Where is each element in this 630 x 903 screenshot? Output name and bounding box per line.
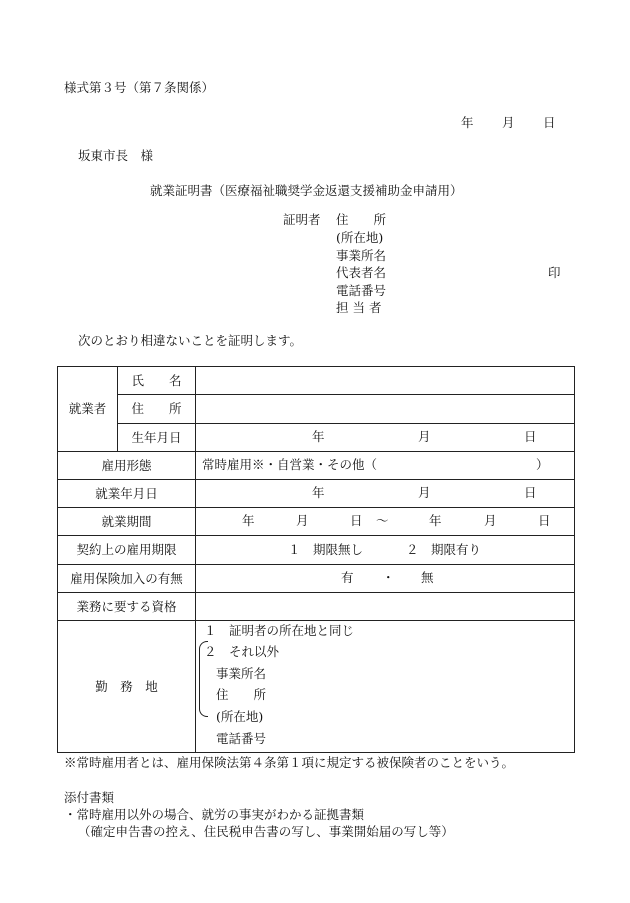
period-label: 就業期間 (58, 508, 196, 536)
start-year: 年 (312, 485, 325, 500)
attachments-examples: （確定申告書の控え、住民税申告書の写し、事業開始届の写し等） (78, 824, 454, 839)
insurance-no: 無 (421, 570, 434, 585)
document-title: 就業証明書（医療福祉職奨学金返還支援補助金申請用） (150, 183, 463, 198)
attachments-heading: 添付書類 (64, 790, 115, 805)
attachments-item: ・常時雇用以外の場合、就労の事実がわかる証拠書類 (64, 807, 365, 822)
footnote: ※常時雇用者とは、雇用保険法第４条第１項に規定する被保険者のことをいう。 (64, 755, 515, 770)
certifier-contact-person: 担 当 者 (336, 300, 382, 315)
certifier-address: 住 所 (336, 212, 387, 227)
workplace-other-option: ２ それ以外 (204, 644, 280, 659)
certifier-label: 証明者 (283, 212, 321, 227)
date-day: 日 (543, 115, 556, 130)
period-from-year: 年 (242, 513, 255, 528)
contract-option-no-limit: １ 期限無し (288, 541, 364, 557)
birth-day: 日 (524, 429, 537, 444)
insurance-yes: 有 (341, 570, 354, 585)
workplace-value[interactable] (196, 621, 575, 753)
period-to-month: 月 (484, 513, 497, 528)
insurance-label: 雇用保険加入の有無 (58, 565, 196, 593)
certifier-phone: 電話番号 (336, 283, 387, 298)
certifier-seal: 印 (548, 265, 561, 280)
start-month: 月 (418, 485, 431, 500)
form-number: 様式第３号（第７条関係） (64, 80, 215, 95)
workplace-phone: 電話番号 (216, 731, 267, 746)
certifier-location: (所在地) (336, 230, 384, 245)
employment-type-close: ） (536, 457, 549, 472)
workplace-business-name: 事業所名 (216, 666, 267, 681)
intro-statement: 次のとおり相違ないことを証明します。 (78, 333, 303, 348)
contract-value[interactable] (196, 536, 575, 565)
qualification-value[interactable] (196, 593, 575, 621)
date-year: 年 (461, 115, 474, 130)
certifier-business-name: 事業所名 (336, 248, 387, 263)
birth-date-label: 生年月日 (118, 424, 196, 452)
period-from-day: 日 (350, 513, 363, 528)
period-value[interactable] (196, 508, 575, 536)
employment-type-options: 常時雇用※・自営業・その他（ (202, 457, 378, 472)
birth-date-value[interactable] (196, 424, 575, 452)
period-to-year: 年 (429, 513, 442, 528)
date-month: 月 (502, 115, 515, 130)
worker-name-label: 氏 名 (118, 367, 196, 395)
workplace-address: 住 所 (216, 687, 267, 702)
insurance-dot: ・ (382, 570, 395, 585)
contract-label: 契約上の雇用期限 (58, 536, 196, 565)
employment-type-value[interactable] (196, 452, 575, 480)
workplace-location: (所在地) (216, 709, 264, 724)
employment-type-label: 雇用形態 (58, 452, 196, 480)
birth-month: 月 (418, 429, 431, 444)
workplace-label: 勤 務 地 (58, 621, 196, 753)
workplace-same-option: １ 証明者の所在地と同じ (204, 623, 355, 638)
contract-option-limited: ２ 期限有り (406, 541, 482, 557)
start-date-label: 就業年月日 (58, 480, 196, 508)
period-separator: ～ (376, 513, 389, 528)
worker-address-value[interactable] (196, 395, 575, 424)
addressee: 坂東市長 様 (78, 148, 154, 163)
worker-name-value[interactable] (196, 367, 575, 395)
certifier-representative: 代表者名 (336, 265, 387, 280)
certificate-table (57, 366, 575, 753)
birth-year: 年 (312, 429, 325, 444)
worker-label: 就業者 (58, 367, 118, 452)
worker-address-label: 住 所 (118, 395, 196, 424)
qualification-label: 業務に要する資格 (58, 593, 196, 621)
period-to-day: 日 (538, 513, 551, 528)
insurance-value[interactable] (196, 565, 575, 593)
start-date-value[interactable] (196, 480, 575, 508)
period-from-month: 月 (296, 513, 309, 528)
start-day: 日 (524, 485, 537, 500)
